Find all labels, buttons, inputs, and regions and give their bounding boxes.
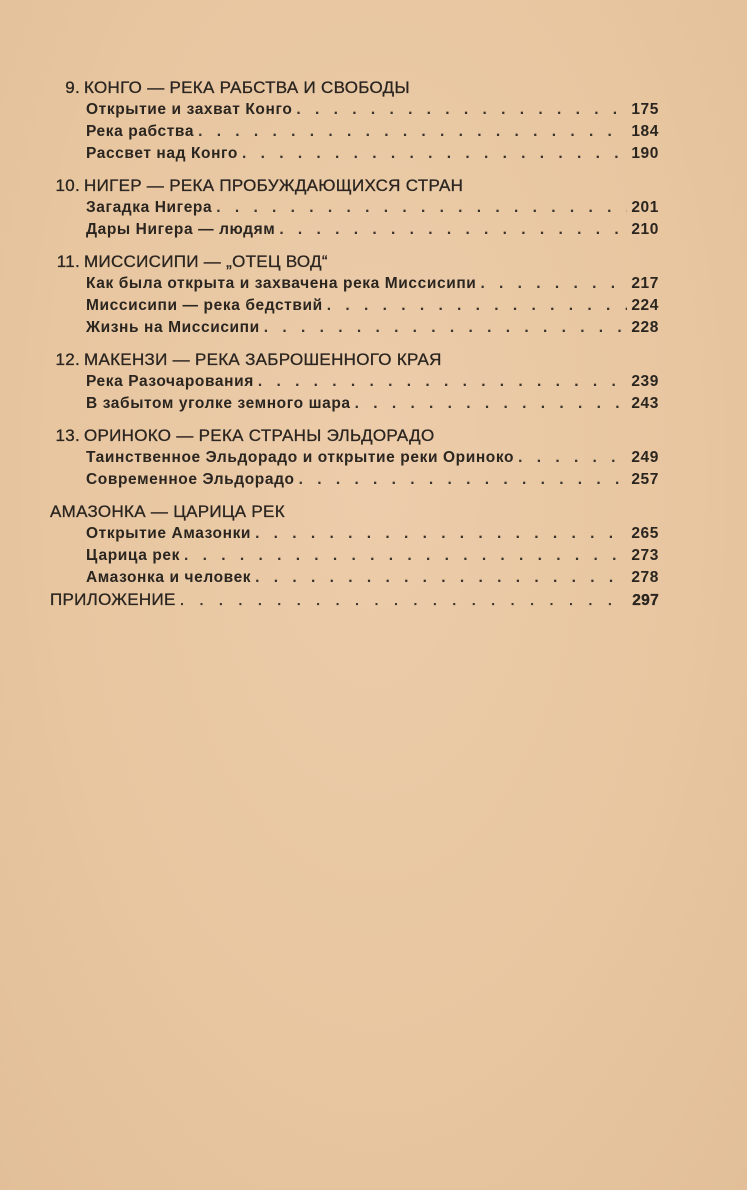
- entry-title: Река Разочарования: [86, 373, 254, 390]
- appendix-page-number: 297: [632, 592, 659, 609]
- dot-leader: [198, 121, 627, 143]
- toc-section: [50, 501, 659, 589]
- entry-page-number: 257: [631, 471, 659, 488]
- toc-entry[interactable]: [50, 99, 659, 121]
- entry-title: Миссисипи — река бедствий: [86, 297, 323, 314]
- dot-leader: [299, 469, 628, 491]
- dot-leader: [327, 295, 628, 317]
- entry-title: Река рабства: [86, 123, 195, 140]
- toc-entry[interactable]: [50, 143, 659, 165]
- dot-leader: [255, 523, 627, 545]
- dot-leader: [480, 273, 627, 295]
- entry-page-number: 210: [631, 221, 659, 238]
- toc-entry[interactable]: [50, 469, 659, 491]
- toc-entry[interactable]: [50, 219, 659, 241]
- section-heading[interactable]: [50, 501, 659, 523]
- dot-leader: [216, 197, 627, 219]
- section-number: 13.: [55, 426, 80, 445]
- toc-entry[interactable]: [50, 273, 659, 295]
- entry-title: Загадка Нигера: [86, 199, 213, 216]
- section-heading[interactable]: [50, 425, 659, 447]
- section-number: 11.: [56, 252, 80, 271]
- entry-title: В забытом уголке земного шара: [86, 395, 351, 412]
- entry-page-number: 217: [631, 275, 659, 292]
- entry-title: Амазонка и человек: [86, 569, 252, 586]
- entry-page-number: 175: [631, 101, 659, 118]
- entry-page-number: 201: [631, 199, 659, 216]
- entry-page-number: 273: [631, 547, 659, 564]
- dot-leader: [242, 143, 627, 165]
- section-number: 12.: [55, 350, 80, 369]
- entry-title: Современное Эльдорадо: [86, 471, 295, 488]
- toc-section: [50, 349, 659, 415]
- toc-entry[interactable]: [50, 447, 659, 469]
- entry-page-number: 239: [631, 373, 659, 390]
- dot-leader: [279, 219, 627, 241]
- entry-title: Как была открыта и захвачена река Миссисипи: [86, 275, 477, 292]
- section-number: 10.: [55, 176, 80, 195]
- section-title: КОНГО — РЕКА РАБСТВА И СВОБОДЫ: [84, 78, 410, 97]
- toc-entry[interactable]: [50, 567, 659, 589]
- entry-title: Жизнь на Миссисипи: [86, 319, 260, 336]
- dot-leader: [180, 589, 629, 611]
- entry-page-number: 265: [631, 525, 659, 542]
- entry-title: Открытие Амазонки: [86, 525, 252, 542]
- toc-entry[interactable]: [50, 523, 659, 545]
- toc-entry[interactable]: [50, 317, 659, 339]
- dot-leader: [184, 545, 627, 567]
- section-title: НИГЕР — РЕКА ПРОБУЖДАЮЩИХСЯ СТРАН: [84, 176, 464, 195]
- section-heading[interactable]: [50, 251, 659, 273]
- entry-page-number: 224: [631, 297, 659, 314]
- entry-page-number: 184: [631, 123, 659, 140]
- toc-entry[interactable]: [50, 121, 659, 143]
- dot-leader: [518, 447, 627, 469]
- entry-page-number: 190: [631, 145, 659, 162]
- section-title: МИССИСИПИ — „ОТЕЦ ВОД“: [84, 252, 328, 271]
- toc-entry[interactable]: [50, 371, 659, 393]
- entry-page-number: 278: [631, 569, 659, 586]
- entry-page-number: 228: [631, 319, 659, 336]
- dot-leader: [264, 317, 628, 339]
- section-title: ОРИНОКО — РЕКА СТРАНЫ ЭЛЬДОРАДО: [84, 426, 435, 445]
- section-title: МАКЕНЗИ — РЕКА ЗАБРОШЕННОГО КРАЯ: [84, 350, 442, 369]
- dot-leader: [255, 567, 627, 589]
- entry-title: Таинственное Эльдорадо и открытие реки Ориноко: [86, 449, 515, 466]
- section-heading[interactable]: [50, 77, 659, 99]
- toc-entry[interactable]: [50, 295, 659, 317]
- toc-section: [50, 77, 659, 165]
- entry-title: Царица рек: [86, 547, 181, 564]
- section-number: 9.: [65, 78, 80, 97]
- section-title: АМАЗОНКА — ЦАРИЦА РЕК: [50, 502, 285, 521]
- dot-leader: [355, 393, 628, 415]
- toc-entry[interactable]: [50, 393, 659, 415]
- appendix-title: ПРИЛОЖЕНИЕ: [50, 590, 176, 609]
- section-heading[interactable]: [50, 175, 659, 197]
- table-of-contents: [50, 77, 659, 611]
- toc-entry[interactable]: [50, 197, 659, 219]
- toc-section: [50, 251, 659, 339]
- entry-page-number: 249: [631, 449, 659, 466]
- dot-leader: [296, 99, 627, 121]
- entry-title: Дары Нигера — людям: [86, 221, 276, 238]
- section-heading[interactable]: [50, 349, 659, 371]
- toc-section: [50, 175, 659, 241]
- entry-title: Рассвет над Конго: [86, 145, 238, 162]
- entry-page-number: 243: [631, 395, 659, 412]
- toc-section: [50, 425, 659, 491]
- dot-leader: [258, 371, 627, 393]
- entry-title: Открытие и захват Конго: [86, 101, 293, 118]
- toc-entry[interactable]: [50, 545, 659, 567]
- appendix-entry[interactable]: [50, 589, 659, 611]
